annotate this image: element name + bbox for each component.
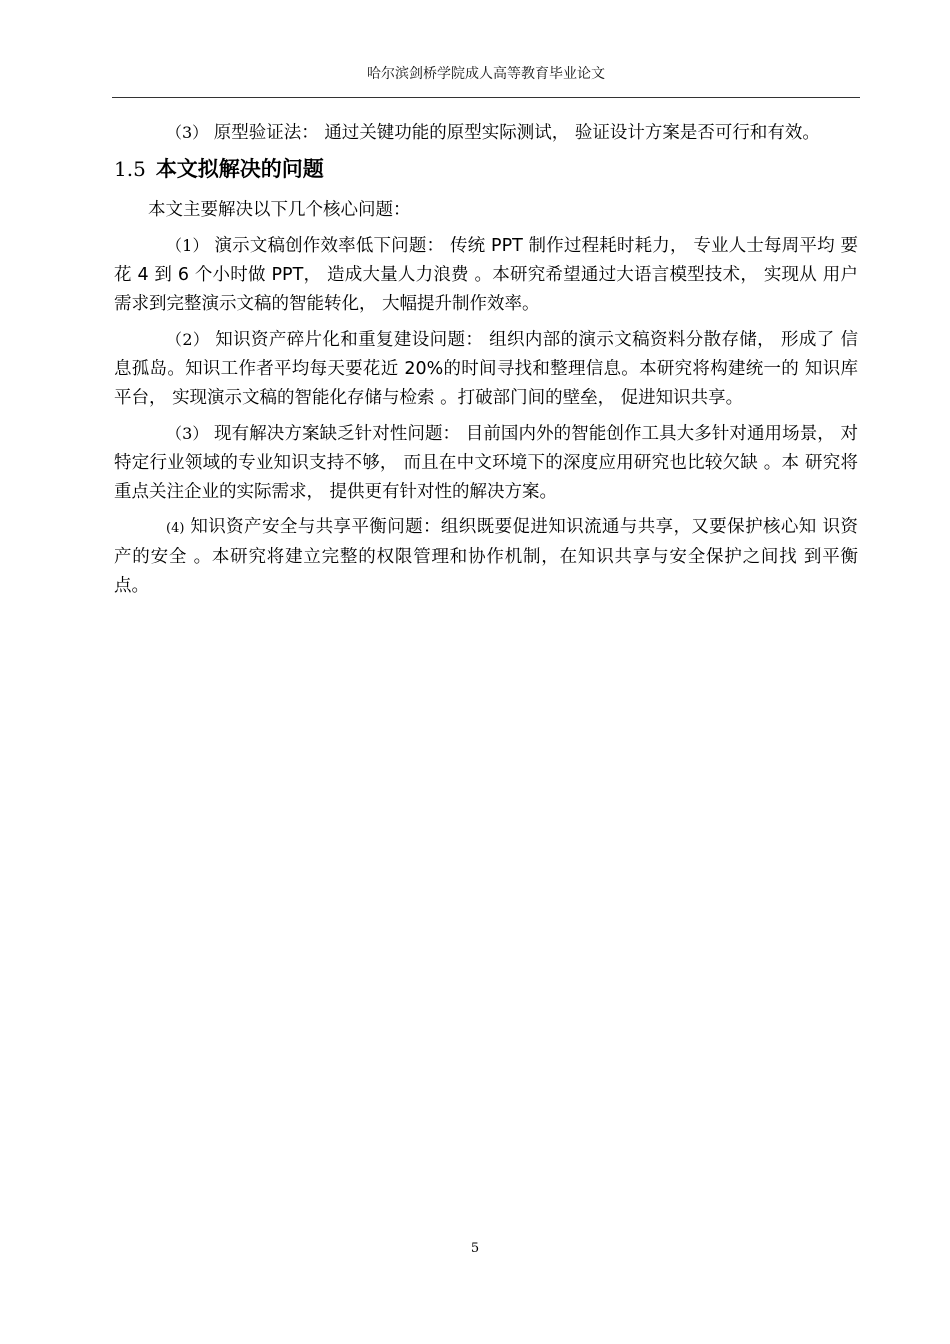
problem-3-number: （3） bbox=[166, 424, 209, 443]
problem-2-paragraph bbox=[114, 325, 858, 413]
problem-2-number: （2） bbox=[166, 330, 210, 349]
section-heading bbox=[114, 154, 858, 184]
problem-4-text: 知识资产安全与共享平衡问题：组织既要促进知识流通与共享，又要保护核心知 识资产的安全 。本研究将建立完整的权限管理和协作机制，在知识共享与安全保护之间找 到平衡点。 bbox=[114, 517, 858, 596]
method-3-number: （3） bbox=[166, 123, 209, 142]
problem-3-text: 现有解决方案缺乏针对性问题： 目前国内外的智能创作工具大多针对通用场景， 对特定行业领域的专业知识支持不够， 而且在中文环境下的深度应用研究也比较欠缺 。本 研究将重点关注企业的实际需求， 提供更有针对性的解决方案。 bbox=[114, 424, 859, 502]
header-divider bbox=[112, 97, 860, 98]
section-title: 本文拟解决的问题 bbox=[155, 157, 324, 181]
method-3-text: 原型验证法： 通过关键功能的原型实际测试， 验证设计方案是否可行和有效。 bbox=[208, 123, 820, 143]
page-number: 5 bbox=[470, 1241, 480, 1256]
problem-1-text: 演示文稿创作效率低下问题： 传统 PPT 制作过程耗时耗力， 专业人士每周平均 要花 4 到 6 个小时做 PPT， 造成大量人力浪费 。本研究希望通过大语言模型技术， 实现从 用户需求到完整演示文稿的智能转化， 大幅提升制作效率。 bbox=[114, 236, 858, 314]
problem-4-paragraph bbox=[114, 513, 858, 601]
problem-1-paragraph bbox=[114, 231, 858, 319]
method-3-paragraph bbox=[114, 118, 858, 148]
section-number: 1.5 bbox=[114, 157, 146, 181]
problem-1-number: （1） bbox=[166, 236, 209, 255]
page-body bbox=[114, 118, 858, 601]
page-header: 哈尔滨剑桥学院成人高等教育毕业论文 bbox=[367, 66, 605, 82]
intro-paragraph: 本文主要解决以下几个核心问题： bbox=[148, 200, 411, 220]
problem-2-text: 知识资产碎片化和重复建设问题： 组织内部的演示文稿资料分散存储， 形成了 信息孤岛。知识工作者平均每天要花近 20%的时间寻找和整理信息。本研究将构建统一的 知识库平台， 实现演示文稿的智能化存储与检索 。打破部门间的壁垒， 促进知识共享。 bbox=[114, 330, 859, 408]
problem-3-paragraph bbox=[114, 419, 858, 507]
problem-4-number: (4) bbox=[166, 521, 185, 536]
